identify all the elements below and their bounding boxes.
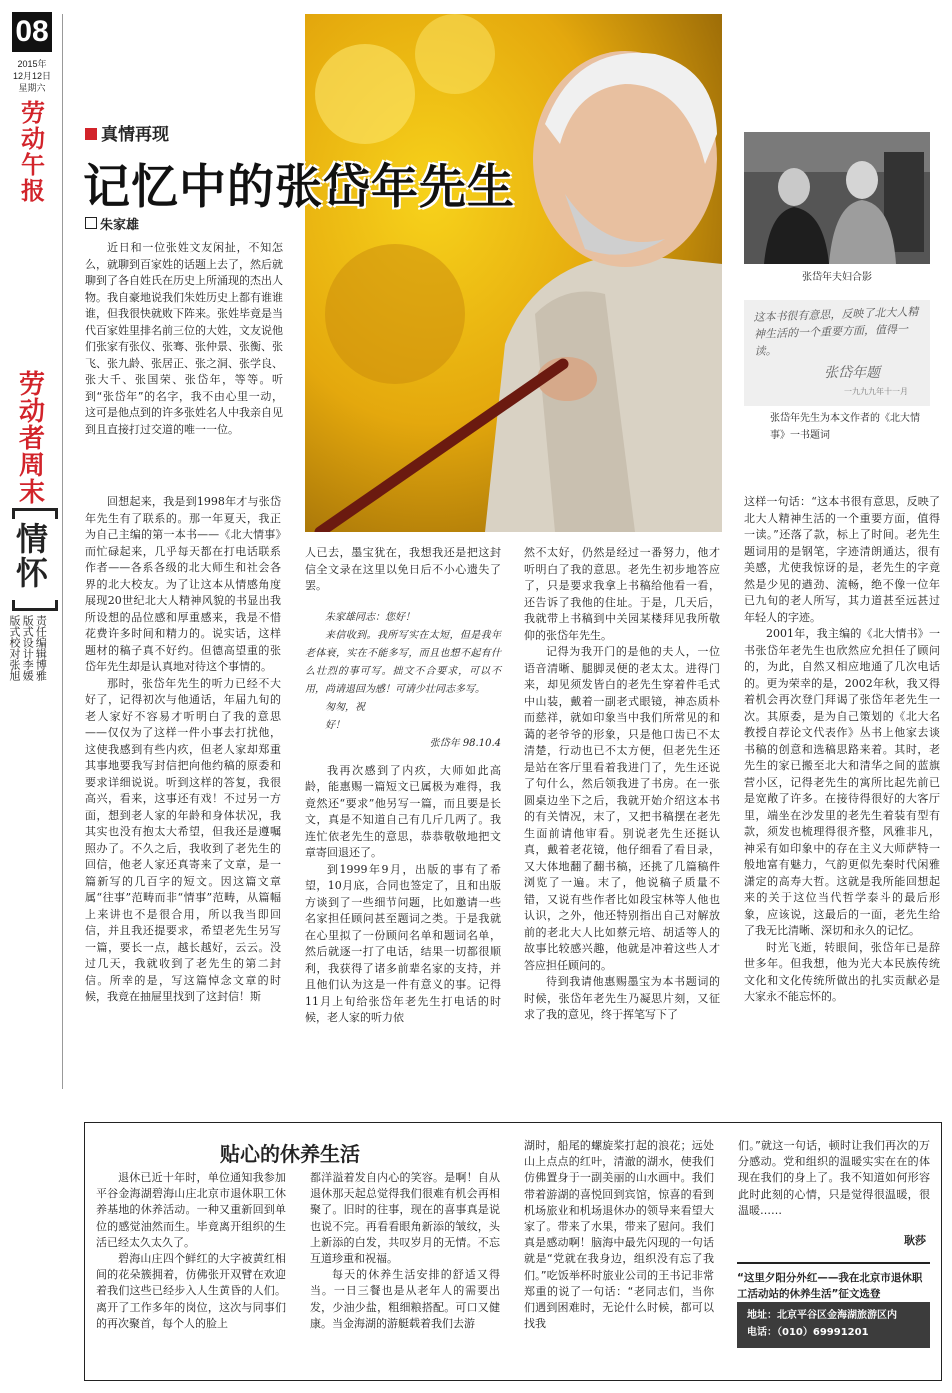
body-column-1	[85, 494, 281, 1006]
issue-date	[12, 58, 52, 94]
sidebar-column-4	[738, 1138, 930, 1219]
article-headline: 记忆中的张岱年先生	[83, 160, 515, 215]
paragraph: 碧海山庄四个鲜红的大字被黄红相间的花朵簇拥着，仿佛张开双臂在欢迎着我们这些已经步入人生黄昏的人们。离开了工作多年的岗位，这次与同事们的再次聚首，每个人的脸上	[96, 1252, 286, 1330]
paragraph: 湖时，船尾的螺旋桨打起的浪花；远处山上点点的红叶，清澈的湖水，使我们仿佛置身于一副美丽的山水画中。我们带着游湖的喜悦回到宾馆，惊喜的看到机场旅业和机场退休办的领导来看望大家了。带来了水果，带来了慰问。我们真是感动啊！脑海中最先闪现的一句话就是“党就在我身边，组织没有忘了我们。”吃饭举杯时旅业公司的王书记非常郑重的说了一句话：“老同志们，当你们遇到困难时，无论什么时候，都可以找我	[524, 1139, 714, 1331]
body-column-4	[744, 494, 940, 1006]
red-square-icon	[85, 128, 97, 140]
left-divider	[62, 14, 63, 1089]
letter-regards: 好！	[325, 719, 345, 731]
supplement-name: 劳动者周末	[18, 370, 45, 508]
inscription-image	[744, 300, 930, 406]
article-intro: 近日和一位张姓文友闲扯，不知怎么，就聊到百家姓的话题上去了，然后就聊到了各自姓氏在历史上所涌现的杰出人物。我自豪地说我们朱姓历史上都有谁谁谁，但我很快就败下阵来。张姓毕竟是当代百家姓里排名前三位的大姓，文友说他们张家有张仪、张骞、张仲景、张衡、张飞、张九龄、张居正、张之洞、张学良、张大千、张国荣、张岱年，等等。听到“张岱年”的名字，我不由心里一动，这可是他点到的许多张姓名人中我亲自见到且直接打过交道的唯一一位。	[85, 241, 283, 436]
paragraph: 那时，张岱年先生的听力已经不大好了，记得初次与他通话，年届九旬的老人家好不容易才听明白了我的意思——仅仅为了这样一件小事去打扰他，这使我感到有些内疚，但老人家却郑重其事地要我写封信把向他约稿的原委和要求详细说说。听到这样的答复，我很高兴，看来，这事还有戏！不过另一方面，想到老人家的年龄和身体状况，我其实也没有抱太大希望，但我还是遵嘱照办了。不久之后，我收到了老先生的回信，他老人家还真寄来了文章，是一篇新写的几百字的短文。因这篇文章属“往事”范畴而非“情事”范畴，从篇幅上来讲也不是很合用，所以我当即回信，并且我还提要求，希望老先生另写一篇，要长一点，越长越好，云云。没过几天，我就收到了老先生的第二封信。所幸的是，写这篇悼念文章的时候，我竟在抽屉里找到了这封信！斯	[85, 676, 281, 1003]
contact-address: 地址：北京平谷区金海湖旅游区内	[747, 1310, 897, 1321]
paragraph: 们。”就这一句话，顿时让我们再次的万分感动。党和组织的温暖实实在在的体现在我们的身上了。我不知道如何形容此时此刻的心情，只是觉得很温暖，很温暖……	[738, 1139, 930, 1217]
article-kicker: 真情再现	[85, 120, 169, 145]
paragraph: 人已去，墨宝犹在，我想我还是把这封信全文录在这里以免日后不小心遗失了罢。	[305, 546, 501, 592]
couple-photo	[744, 132, 930, 264]
sidebar-story-title: 贴心的休养生活	[220, 1142, 360, 1166]
inscription-date: 一九九九年十一月	[844, 387, 908, 396]
essay-contest-callout: “这里夕阳分外红——我在北京市退休职工活动站的休养生活”征文选登	[737, 1262, 930, 1302]
sidebar-author: 耿莎	[904, 1234, 926, 1247]
section-bracket-bottom	[12, 600, 58, 611]
box-icon	[85, 217, 97, 229]
contact-phone: 电话：（010）69991201	[747, 1327, 869, 1338]
date-month-day: 12月12日	[12, 71, 52, 81]
paragraph: 记得为我开门的是他的夫人，一位语音清晰、腿脚灵便的老太太。进得门来，却见须发皆白的老先生穿着件毛式中山装，戴着一副老式眼镜，神态质朴而慈祥，就如印象当中我们所常见的和蔼的老爷爷的形象，只是他口齿已不太清楚，行动也已不太方便，但老先生还是站在客厅里看着我进门了，先生还说了句什么，然后领我进了书房。在一张圆桌边坐下之后，我就开始介绍这本书的有关情况，末了，又把书稿摆在老先生面前请他审看。别说老先生还挺认真，戴着老花镜，他仔细看了看目录，又大体地翻了翻书稿，还挑了几篇稿件浏览了一遍。末了，他说稿子质量不错，又说有些作者比如段宝林等人他也认识，之外，他还特别指出自己对解放前的老北大人比如蔡元培、胡适等人的故事比较感兴趣，他就是冲着这些人才答应担任顾问的。	[524, 645, 720, 972]
inscription-text: 这本书很有意思，反映了北大人精神生活的一个重要方面，值得一读。	[753, 305, 919, 358]
credit-layout-design: 版式设计李媛	[21, 615, 35, 681]
date-weekday: 星期六	[18, 83, 46, 93]
quoted-letter	[305, 609, 501, 753]
paragraph: 2001年，我主编的《北大情书》一书张岱年老先生也欣然应允担任了顾问的，为此，自然又相应地通了几次电话的。更为荣幸的是，2002年秋，我又得着机会再次登门拜谒了张岱年老先生一次。其原委，是为自己策划的《北大名教授自荐论文代表作》丛书上他家去谈书稿的创意和选稿思路来着。其时，老先生的家已搬至北大和清华之间的蓝旗营小区，记得老先生的寓所比起先前已是宽敞了许多。在接待得很好的大客厅里，端坐在沙发里的老先生着装有型有款，须发也梳理得很齐整，风雅非凡，神采有如印象中的存在主义大师萨特一般地富有魅力，气韵更似先秦时代闲雅潇定的高寿大哲。这就是我所能回想起来的关于这位当代哲学泰斗的最后形象，应该说，这最后的一面，老先生给了我无比清晰、深切和永久的记忆。	[744, 627, 940, 937]
inscription-caption: 张岱年先生为本文作者的《北大情事》一书题词	[770, 413, 920, 441]
credit-editor: 责任编辑博雅	[34, 615, 48, 681]
paragraph: 时光飞逝，转眼间，张岱年已是辞世多年。但我想，他为光大本民族传统文化和文化传统所做出的扎实贡献必是大家永不能忘怀的。	[744, 940, 940, 1003]
sidebar-column-1	[96, 1170, 286, 1332]
paragraph: 回想起来，我是到1998年才与张岱年先生有了联系的。那一年夏天，我正为自己主编的第一本书——《北大情事》而忙碌起来，几乎每天都在打电话联系作者——各系各级的北大师生和社会各界的北大校友。为了让这本从情感角度展现20世纪北大人精神风貌的书显出我所设想的品位感和厚重感来，我是不惜花费许多时间和精力的。说实话，这样题材的稿子真不好约。但德高望重的张岱年先生却是认真地对待这个事情的。	[85, 495, 281, 673]
section-name: 情怀	[15, 520, 48, 592]
date-year: 2015年	[17, 59, 47, 69]
page-number: 08	[12, 12, 52, 52]
body-column-3	[524, 545, 720, 1024]
couple-photo-caption: 张岱年夫妇合影	[802, 272, 872, 283]
paragraph: 每天的休养生活安排的舒适又得当。一日三餐也是从老年人的需要出发，少油少盐，粗细粮搭配。可口又健康。当金海湖的游艇载着我们去游	[310, 1268, 500, 1330]
letter-greeting: 朱家雄同志：您好！	[325, 611, 415, 623]
portrait-photo	[305, 14, 722, 532]
body-column-2	[305, 545, 501, 1027]
paragraph: 退休已近十年时，单位通知我参加平谷金海湖碧海山庄北京市退休职工休养基地的休养活动。一种又重新回到单位的感觉油然而生。毕竟离开组织的生活已经太久太久了。	[96, 1171, 286, 1249]
newspaper-logo: 劳动午报	[21, 98, 45, 205]
paragraph: 到1999年9月，出版的事有了希望，10月底，合同也签定了，且和出版方谈到了一些细节问题，比如邀请一些名家担任顾问甚至题词之类。于是我就在心里拟了一份顾问名单和题词名单，然后就逐一打了电话，结果一切都很顺利，我获得了诸多前辈名家的支持，并且他们认为这是一件有意义的事。记得11月上旬给张岱年老先生打电话的时候，老人家的听力依	[305, 862, 501, 1024]
letter-closing: 匆匆，祝	[325, 701, 365, 713]
article-byline: 朱家雄	[85, 214, 139, 233]
sidebar-column-2	[310, 1170, 500, 1332]
editor-credits	[8, 615, 56, 681]
paragraph: 然不太好，仍然是经过一番努力，他才听明白了我的意思。老先生初步地答应了，只是要求我拿上书稿给他看一看，还告诉了我他的住址。于是，几天后，我就带上书稿到中关园某楼拜见我所敬仰的张岱年先生。	[524, 546, 720, 642]
paragraph: 待到我请他惠赐墨宝为本书题词的时候，张岱年老先生乃凝思片刻，又征求了我的意见，终于挥笔写下了	[524, 975, 720, 1021]
credit-layout-proof: 版式校对张旭	[8, 615, 21, 681]
contact-box	[737, 1302, 930, 1348]
paragraph: 这样一句话：“这本书很有意思，反映了北大人精神生活的一个重要方面，值得一读。”还落了款，标上了时间。老先生题词用的是钢笔，字迹清朗通达，很有美感，尤使我惊讶的是，老先生的字竟然是少见的遒劲、流畅，绝不像一位年已九旬的老人所写，其力道甚至远甚过年轻人的字迹。	[744, 495, 940, 624]
section-bracket-top	[12, 508, 58, 519]
paragraph: 都洋溢着发自内心的笑容。是啊！自从退休那天起总觉得我们很难有机会再相聚了。旧时的往事，现在的喜事真是说也说不完。再看看眼角新添的皱纹，头上新添的白发，共叹岁月的无情。不忘互道珍重和祝福。	[310, 1171, 500, 1266]
letter-body: 来信收到。我所写实在太短，但是我年老体衰，实在不能多写，而且也想不起有什么壮烈的事可写。拙文不合要求，可以不用，尚请退回为感！可请少壮同志多写。	[305, 629, 501, 695]
sidebar-column-3	[524, 1138, 714, 1332]
letter-signature: 张岱年 98.10.4	[429, 737, 501, 749]
inscription-signature: 张岱年题	[824, 365, 880, 381]
paragraph: 我再次感到了内疚，大师如此高龄，能惠赐一篇短文已属极为难得，我竟然还“要求”他另写一篇，而且要是长文，真是不知道自己有几斤几两了。我连忙依老先生的意思，恭恭敬敬地把文章寄回退还了。	[305, 763, 501, 859]
